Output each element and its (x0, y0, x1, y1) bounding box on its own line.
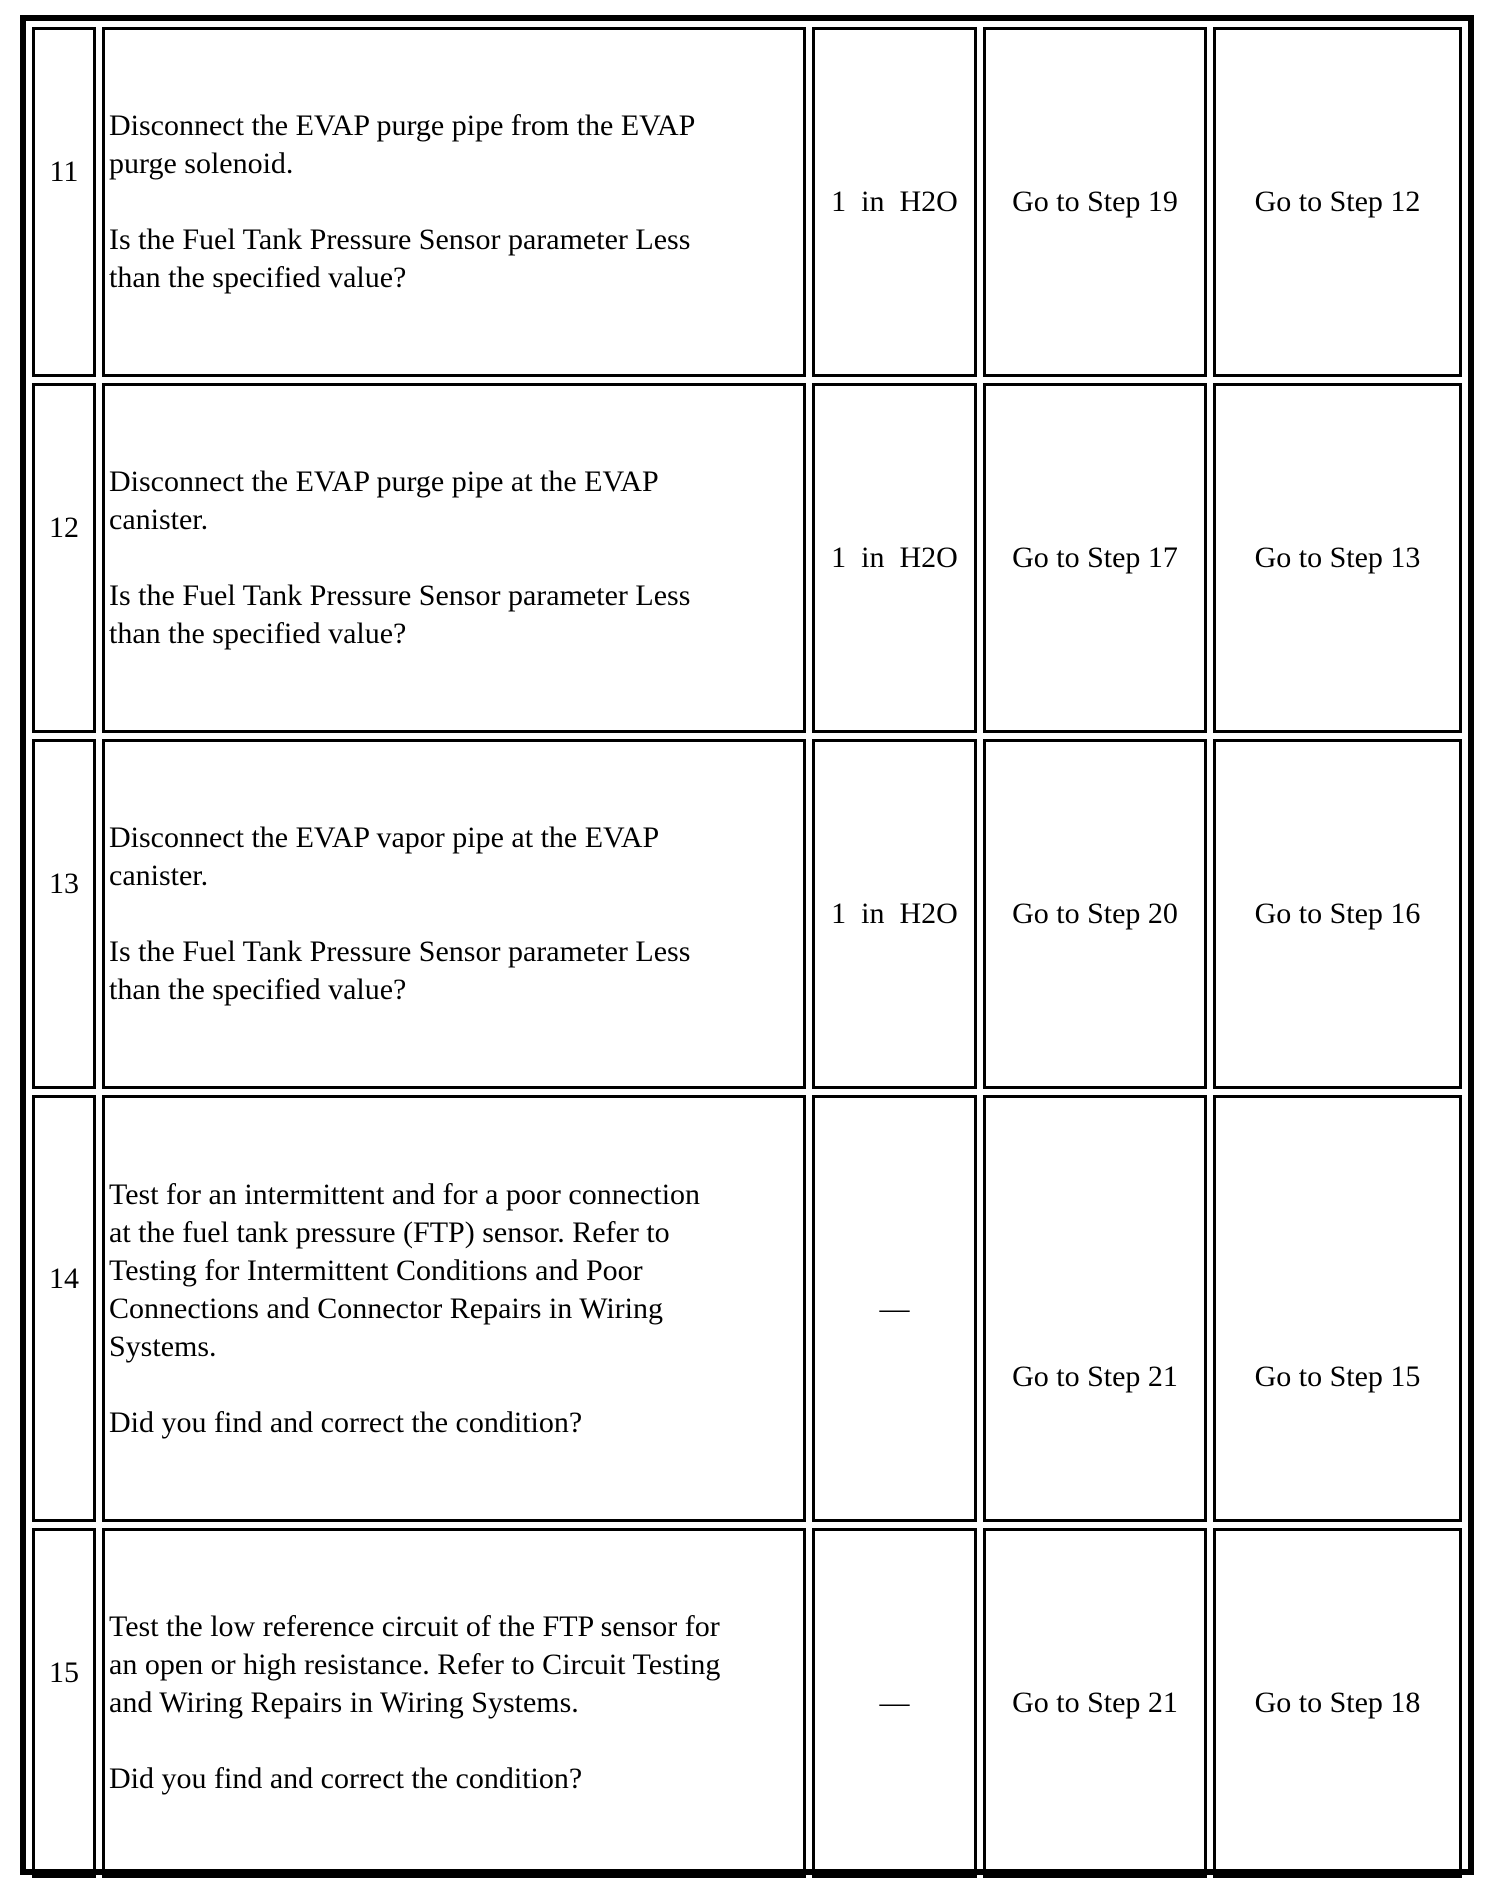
no-cell (1213, 1528, 1462, 1878)
step-number: 13 (49, 867, 79, 900)
question-line: than the specified value? (109, 973, 407, 1006)
yes-go-to-step-link[interactable]: Go to Step 21 (1012, 1686, 1178, 1719)
action-cell (102, 27, 806, 377)
table-row (32, 739, 1462, 1089)
yes-go-to-step-link[interactable]: Go to Step 19 (1012, 185, 1178, 218)
steps-table-frame (20, 15, 1474, 1875)
yes-go-to-step-link[interactable]: Go to Step 17 (1012, 541, 1178, 574)
no-cell (1213, 27, 1462, 377)
value-cell (812, 1095, 977, 1522)
step-number: 14 (49, 1261, 79, 1295)
table-row (32, 383, 1462, 733)
no-go-to-step-link[interactable]: Go to Step 16 (1254, 897, 1421, 930)
no-go-to-step-link[interactable]: Go to Step 15 (1254, 1359, 1421, 1393)
action-line: Test for an intermittent and for a poor connection (109, 1177, 701, 1211)
action-line: an open or high resistance. Refer to Circuit Testing (109, 1648, 721, 1681)
question-line: Is the Fuel Tank Pressure Sensor parameter Less (109, 223, 691, 256)
value-cell (812, 27, 977, 377)
question-line: than the specified value? (109, 261, 407, 294)
value-cell (812, 739, 977, 1089)
action-line: Test the low reference circuit of the FTP sensor for (109, 1610, 720, 1643)
no-go-to-step-link[interactable]: Go to Step 13 (1254, 541, 1421, 574)
question-line: Did you find and correct the condition? (109, 1762, 583, 1795)
value-cell (812, 383, 977, 733)
yes-cell (983, 1528, 1207, 1878)
specified-value: 1 in H2O (831, 185, 958, 218)
action-cell (102, 1095, 806, 1522)
no-cell (1213, 1095, 1462, 1522)
yes-go-to-step-link[interactable]: Go to Step 21 (1012, 1359, 1178, 1393)
question-line: Did you find and correct the condition? (109, 1405, 583, 1439)
table-row (32, 27, 1462, 377)
question-line: than the specified value? (109, 617, 407, 650)
no-cell (1213, 739, 1462, 1089)
step-number: 12 (49, 511, 79, 544)
question-line: Is the Fuel Tank Pressure Sensor parameter Less (109, 579, 691, 612)
step-number-cell (32, 1528, 96, 1878)
diagnostic-steps-table (26, 21, 1468, 1884)
action-line: Connections and Connector Repairs in Wiring (109, 1291, 663, 1325)
specified-value: 1 in H2O (831, 541, 958, 574)
step-number: 11 (49, 155, 79, 188)
step-number-cell (32, 383, 96, 733)
step-number-cell (32, 739, 96, 1089)
no-cell (1213, 383, 1462, 733)
step-number-cell (32, 27, 96, 377)
yes-cell (983, 1095, 1207, 1522)
value-cell (812, 1528, 977, 1878)
table-row (32, 1528, 1462, 1878)
yes-cell (983, 27, 1207, 377)
action-line: and Wiring Repairs in Wiring Systems. (109, 1686, 579, 1719)
question-line: Is the Fuel Tank Pressure Sensor parameter Less (109, 935, 691, 968)
specified-value: 1 in H2O (831, 897, 958, 930)
action-line: Disconnect the EVAP purge pipe from the EVAP (109, 109, 696, 142)
specified-value: — (879, 1291, 910, 1325)
action-cell (102, 1528, 806, 1878)
specified-value: — (879, 1686, 910, 1719)
action-line: Testing for Intermittent Conditions and Poor (109, 1253, 643, 1287)
step-number-cell (32, 1095, 96, 1522)
action-cell (102, 739, 806, 1089)
action-line: canister. (109, 503, 209, 536)
step-number: 15 (49, 1656, 79, 1689)
no-go-to-step-link[interactable]: Go to Step 18 (1254, 1686, 1421, 1719)
action-line: Disconnect the EVAP purge pipe at the EVAP (109, 465, 659, 498)
action-line: Systems. (109, 1329, 217, 1363)
table-row (32, 1095, 1462, 1522)
yes-cell (983, 739, 1207, 1089)
action-line: Disconnect the EVAP vapor pipe at the EVAP (109, 821, 660, 854)
action-line: at the fuel tank pressure (FTP) sensor. Refer to (109, 1215, 670, 1249)
action-line: canister. (109, 859, 209, 892)
action-cell (102, 383, 806, 733)
yes-go-to-step-link[interactable]: Go to Step 20 (1012, 897, 1178, 930)
yes-cell (983, 383, 1207, 733)
no-go-to-step-link[interactable]: Go to Step 12 (1254, 185, 1421, 218)
action-line: purge solenoid. (109, 147, 294, 180)
